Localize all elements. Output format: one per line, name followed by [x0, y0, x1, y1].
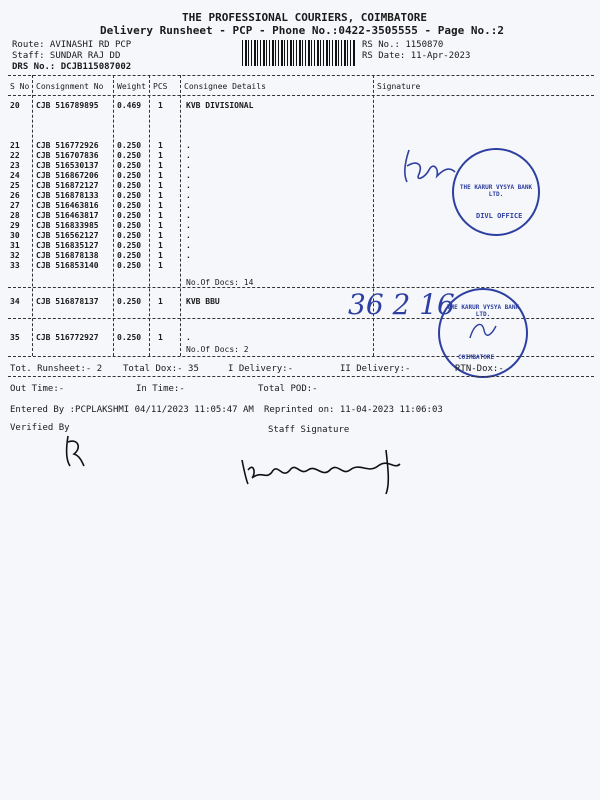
cell-wt: 0.250 [117, 297, 142, 306]
cell-cn: CJB 516878133 [36, 191, 99, 200]
cell-cn: CJB 516853140 [36, 261, 99, 270]
cell-sno: 26 [10, 191, 20, 200]
tot-runsheet: Tot. Runsheet:- 2 [10, 364, 103, 374]
total-pod: Total POD:- [258, 384, 318, 394]
cell-pcs: 1 [158, 191, 163, 200]
table-row [10, 251, 370, 261]
cell-pcs: 1 [158, 141, 163, 150]
entered-by: Entered By :PCPLAKSHMI 04/11/2023 11:05:47 AM [10, 405, 254, 415]
table-row [10, 297, 370, 307]
group3-doc-count: No.Of Docs: 2 [186, 345, 249, 354]
cell-wt: 0.250 [117, 181, 142, 190]
table-row [10, 333, 370, 343]
cell-consignee: . [186, 151, 191, 160]
table-row [10, 171, 370, 181]
in-time: In Time:- [136, 384, 185, 394]
route-label: Route: AVINASHI RD PCP [12, 40, 132, 50]
barcode [242, 40, 356, 66]
staff-label: Staff: SUNDAR RAJ DD [12, 51, 121, 61]
ii-delivery: II Delivery:- [340, 364, 411, 374]
cell-pcs: 1 [158, 151, 163, 160]
table-row [10, 211, 370, 221]
rs-date-label: RS Date: 11-Apr-2023 [362, 51, 471, 61]
cell-cn: CJB 516707836 [36, 151, 99, 160]
cell-sno: 32 [10, 251, 20, 260]
cell-consignee: . [186, 191, 191, 200]
table-top-rule [8, 75, 594, 76]
cell-cn: CJB 516463817 [36, 211, 99, 220]
cell-cn: CJB 516878137 [36, 297, 99, 306]
cell-pcs: 1 [158, 161, 163, 170]
cell-pcs: 1 [158, 101, 163, 110]
cell-cn: CJB 516835127 [36, 241, 99, 250]
cell-wt: 0.250 [117, 261, 142, 270]
cell-wt: 0.250 [117, 191, 142, 200]
cell-pcs: 1 [158, 297, 163, 306]
cell-pcs: 1 [158, 171, 163, 180]
cell-wt: 0.250 [117, 333, 142, 342]
out-time: Out Time:- [10, 384, 65, 394]
header-signature: Signature [377, 82, 421, 91]
cell-sno: 21 [10, 141, 20, 150]
header-weight: Weight [117, 82, 146, 91]
table-row [10, 241, 370, 251]
table-row [10, 191, 370, 201]
staff-signature-label: Staff Signature [268, 425, 350, 435]
cell-cn: CJB 516872127 [36, 181, 99, 190]
cell-sno: 23 [10, 161, 20, 170]
cell-pcs: 1 [158, 231, 163, 240]
cell-cn: CJB 516562127 [36, 231, 99, 240]
cell-cn: CJB 516772926 [36, 141, 99, 150]
cell-sno: 27 [10, 201, 20, 210]
cell-consignee: . [186, 141, 191, 150]
header-pcs: PCS [153, 82, 168, 91]
cell-wt: 0.250 [117, 221, 142, 230]
cell-consignee: . [186, 241, 191, 250]
stamp-1-top-text: THE KARUR VYSYA BANK LTD. [459, 184, 533, 198]
cell-wt: 0.250 [117, 251, 142, 260]
cell-cn: CJB 516463816 [36, 201, 99, 210]
cell-sno: 30 [10, 231, 20, 240]
cell-consignee: . [186, 333, 191, 342]
table-row [10, 181, 370, 191]
verifier-signature [60, 432, 100, 472]
cell-sno: 20 [10, 101, 20, 110]
cell-sno: 33 [10, 261, 20, 270]
header-consignment: Consignment No [36, 82, 104, 91]
cell-pcs: 1 [158, 211, 163, 220]
cell-wt: 0.469 [117, 101, 142, 110]
stamp-2-signature [466, 316, 500, 346]
table-row [10, 101, 370, 111]
stamp-2-side-text: COIMBATORE [458, 354, 495, 361]
cell-wt: 0.250 [117, 201, 142, 210]
cell-sno: 25 [10, 181, 20, 190]
cell-consignee: KVB DIVISIONAL [186, 101, 254, 110]
table-row [10, 261, 370, 271]
cell-cn: CJB 516833985 [36, 221, 99, 230]
group1-rule [8, 287, 594, 288]
total-dox: Total Dox:- 35 [123, 364, 199, 374]
header-sno: S No [10, 82, 30, 91]
cell-cn: CJB 516530137 [36, 161, 99, 170]
cell-cn: CJB 516878138 [36, 251, 99, 260]
cell-wt: 0.250 [117, 141, 142, 150]
cell-wt: 0.250 [117, 161, 142, 170]
drs-label: DRS No.: DCJB115087002 [12, 62, 132, 72]
cell-sno: 22 [10, 151, 20, 160]
cell-pcs: 1 [158, 201, 163, 210]
cell-consignee: . [186, 181, 191, 190]
table-row [10, 221, 370, 231]
cell-consignee: . [186, 171, 191, 180]
table-header-rule [8, 95, 594, 96]
group1-doc-count: No.Of Docs: 14 [186, 278, 254, 287]
cell-pcs: 1 [158, 221, 163, 230]
table-row [10, 201, 370, 211]
table-row [10, 161, 370, 171]
i-delivery: I Delivery:- [228, 364, 294, 374]
cell-pcs: 1 [158, 261, 163, 270]
cell-cn: CJB 516772927 [36, 333, 99, 342]
cell-wt: 0.250 [117, 241, 142, 250]
cell-wt: 0.250 [117, 231, 142, 240]
bank-stamp-1 [452, 148, 540, 236]
reprinted-on: Reprinted on: 11-04-2023 11:06:03 [264, 405, 443, 415]
cell-sno: 29 [10, 221, 20, 230]
cell-wt: 0.250 [117, 151, 142, 160]
cell-cn: CJB 516867206 [36, 171, 99, 180]
cell-consignee: . [186, 251, 191, 260]
cell-consignee: . [186, 211, 191, 220]
cell-consignee: . [186, 221, 191, 230]
cell-wt: 0.250 [117, 171, 142, 180]
handwritten-count: 36 2 16 [348, 288, 455, 321]
cell-wt: 0.250 [117, 211, 142, 220]
table-row [10, 231, 370, 241]
cell-pcs: 1 [158, 181, 163, 190]
cell-consignee: . [186, 161, 191, 170]
cell-consignee: . [186, 201, 191, 210]
stamp-1-mid-text: DIVL OFFICE [476, 212, 523, 220]
cell-sno: 28 [10, 211, 20, 220]
cell-consignee: KVB BBU [186, 297, 220, 306]
cell-sno: 31 [10, 241, 20, 250]
cell-pcs: 1 [158, 251, 163, 260]
company-title: THE PROFESSIONAL COURIERS, COIMBATORE [182, 11, 428, 24]
cell-pcs: 1 [158, 241, 163, 250]
rtn-dox: RTN-Dox:- [455, 364, 504, 374]
staff-signature [238, 440, 418, 500]
header-consignee: Consignee Details [184, 82, 266, 91]
footer-rule [8, 376, 594, 377]
table-row [10, 151, 370, 161]
rs-no-label: RS No.: 1150870 [362, 40, 444, 50]
table-row [10, 141, 370, 151]
cell-consignee: . [186, 231, 191, 240]
cell-sno: 34 [10, 297, 20, 306]
runsheet-subtitle: Delivery Runsheet - PCP - Phone No.:0422-3505555 - Page No.:2 [100, 24, 504, 37]
verified-by-label: Verified By [10, 423, 70, 433]
cell-pcs: 1 [158, 333, 163, 342]
cell-sno: 24 [10, 171, 20, 180]
cell-cn: CJB 516789895 [36, 101, 99, 110]
stamp-2-top-text: THE KARUR VYSYA BANK LTD. [446, 304, 520, 318]
cell-sno: 35 [10, 333, 20, 342]
